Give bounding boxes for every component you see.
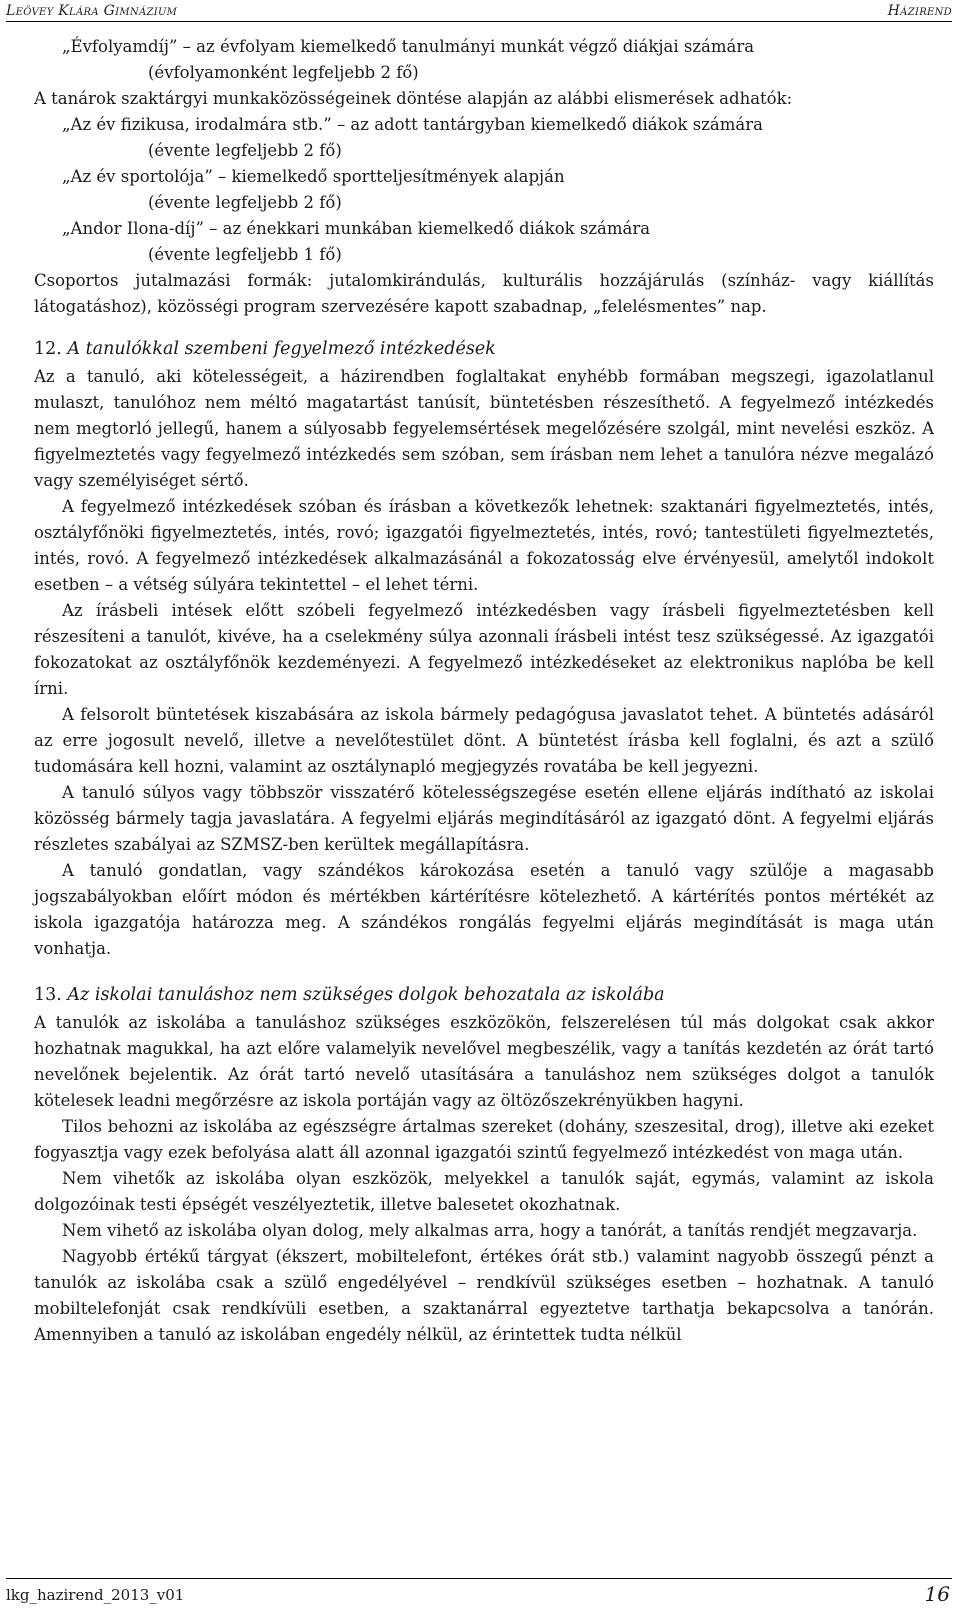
group-rewards-paragraph: Csoportos jutalmazási formák: jutalomkirándulás, kulturális hozzájárulás (színház- vagy kiállítás látogatáshoz), közösségi program szervezésére kapott szabadnap, „felelésmentes” nap. [34, 271, 934, 316]
award-ev-fizikusa-limit: (évente legfeljebb 2 fő) [148, 141, 342, 160]
footer-rule [6, 1578, 952, 1579]
section-13-heading [34, 982, 934, 1008]
section-12-title: A tanulókkal szembeni fegyelmező intézkedések [67, 339, 496, 359]
section-12-number: 12. [34, 339, 62, 359]
awards-intro: A tanárok szaktárgyi munkaközösségeinek döntése alapján az alábbi elismerések adhatók: [34, 89, 793, 108]
section-13-paragraph: Tilos behozni az iskolába az egészségre ártalmas szereket (dohány, szeszesital, drog), illetve aki ezeket fogyasztja vagy ezek befolyása alatt áll azonnal igazgatói szintű fegyelmező intézkedést von maga után. [34, 1117, 934, 1162]
page-number: 16 [924, 1582, 950, 1606]
section-12-paragraph: A tanuló súlyos vagy többször visszatérő kötelességszegése esetén ellene eljárás indítható az iskolai közösség bármely tagja javaslatára. A fegyelmi eljárás megindításáról az igazgató dönt. A fegyelmi eljárás részletes szabályai az SZMSZ-ben kerültek megállapításra. [34, 783, 934, 854]
award-andor: „Andor Ilona-díj” – az énekkari munkában kiemelkedő diákok számára [62, 219, 651, 238]
section-13-title: Az iskolai tanuláshoz nem szükséges dolgok behozatala az iskolába [67, 985, 665, 1005]
award-evfolyamdij-limit: (évfolyamonként legfeljebb 2 fő) [148, 63, 419, 82]
page-header [6, 0, 952, 22]
section-13-paragraph: Nagyobb értékű tárgyat (ékszert, mobiltelefont, értékes órát stb.) valamint nagyobb összegű pénzt a tanulók az iskolába csak a szülő engedélyével – rendkívül szükséges esetben – hozhatnak. A tanuló mobiltelefonját csak rendkívüli esetben, a szaktanárral egyeztetve tarthatja bekapcsolva a tanórán. Amennyiben a tanuló az iskolában engedély nélkül, az érintettek tudta nélkül [34, 1247, 934, 1344]
section-12-heading [34, 336, 934, 362]
footer-document-id: lkg_hazirend_2013_v01 [6, 1586, 185, 1604]
section-13-paragraph: A tanulók az iskolába a tanuláshoz szükséges eszközökön, felszerelésen túl más dolgokat csak akkor hozhatnak magukkal, ha azt előre valamelyik nevelővel megbeszélik, vagy a tanítás kezdetén az órát tartó nevelőnek bejelentik. Az órát tartó nevelő utasítására a tanuláshoz nem szükséges dolgot a tanulók kötelesek leadni megőrzésre az iskola portáján vagy az öltözőszekrényükben hagyni. [34, 1013, 934, 1110]
section-13-paragraph: Nem vihetők az iskolába olyan eszközök, melyekkel a tanulók saját, egymás, valamint az iskola dolgozóinak testi épségét veszélyeztetik, illetve balesetet okozhatnak. [34, 1169, 934, 1214]
award-sportoloja: „Az év sportolója” – kiemelkedő sportteljesítmények alapján [62, 167, 565, 186]
section-12-paragraph: A fegyelmező intézkedések szóban és írásban a következők lehetnek: szaktanári figyelmeztetés, intés, osztályfőnöki figyelmeztetés, intés, rovó; igazgatói figyelmeztetés, intés, rovó; tantestületi figyelmeztetés, intés, rovó. A fegyelmező intézkedések alkalmazásánál a fokozatosság elve érvényesül, amelytől indokolt esetben – a vétség súlyára tekintettel – el lehet térni. [34, 497, 934, 594]
award-sportoloja-limit: (évente legfeljebb 2 fő) [148, 193, 342, 212]
section-12-paragraph: A felsorolt büntetések kiszabására az iskola bármely pedagógusa javaslatot tehet. A büntetés adásáról az erre jogosult nevelő, illetve a nevelőtestület dönt. A büntetést írásba kell foglalni, és azt a szülő tudomására kell hozni, valamint az osztálynapló megjegyzés rovatába be kell jegyezni. [34, 705, 934, 776]
section-12-paragraph: Az írásbeli intések előtt szóbeli fegyelmező intézkedésben vagy írásbeli figyelmeztetésben kell részesíteni a tanulót, kivéve, ha a cselekmény súlya azonnali írásbeli intést tesz szükségessé. Az igazgatói fokozatokat az osztályfőnök kezdeményezi. A fegyelmező intézkedéseket az elektronikus naplóba be kell írni. [34, 601, 934, 698]
section-12-paragraph: Az a tanuló, aki kötelességeit, a házirendben foglaltakat enyhébb formában megszegi, igazolatlanul mulaszt, tanulóhoz nem méltó magatartást tanúsít, büntetésben részesíthető. A fegyelmező intézkedés nem megtorló jellegű, hanem a súlyosabb fegyelemsértések megelőzésére szolgál, mint nevelési eszköz. A figyelmeztetés vagy fegyelmező intézkedés sem szóban, sem írásban nem lehet a tanulóra nézve megalázó vagy személyiséget sértő. [34, 367, 934, 490]
award-andor-limit: (évente legfeljebb 1 fő) [148, 245, 342, 264]
section-12-paragraph: A tanuló gondatlan, vagy szándékos károkozása esetén a tanuló vagy szülője a magasabb jogszabályokban előírt módon és mértékben kártérítésre kötelezhető. A kártérítés pontos mértékét az iskola igazgatója határozza meg. A szándékos rongálás fegyelmi eljárás megindítását is maga után vonhatja. [34, 861, 934, 958]
section-13-number: 13. [34, 985, 62, 1005]
header-document-title: Házirend [887, 3, 952, 19]
page-footer [6, 1578, 952, 1608]
header-school-name: Leövey Klára Gimnázium [6, 3, 178, 19]
award-evfolyamdij: „Évfolyamdíj” – az évfolyam kiemelkedő tanulmányi munkát végző diákjai számára [62, 37, 755, 56]
header-rule [6, 21, 952, 22]
page-content [34, 34, 934, 1348]
award-ev-fizikusa: „Az év fizikusa, irodalmára stb.” – az adott tantárgyban kiemelkedő diákok számára [62, 115, 763, 134]
section-13-paragraph: Nem vihető az iskolába olyan dolog, mely alkalmas arra, hogy a tanórát, a tanítás rendjét megzavarja. [62, 1221, 918, 1240]
